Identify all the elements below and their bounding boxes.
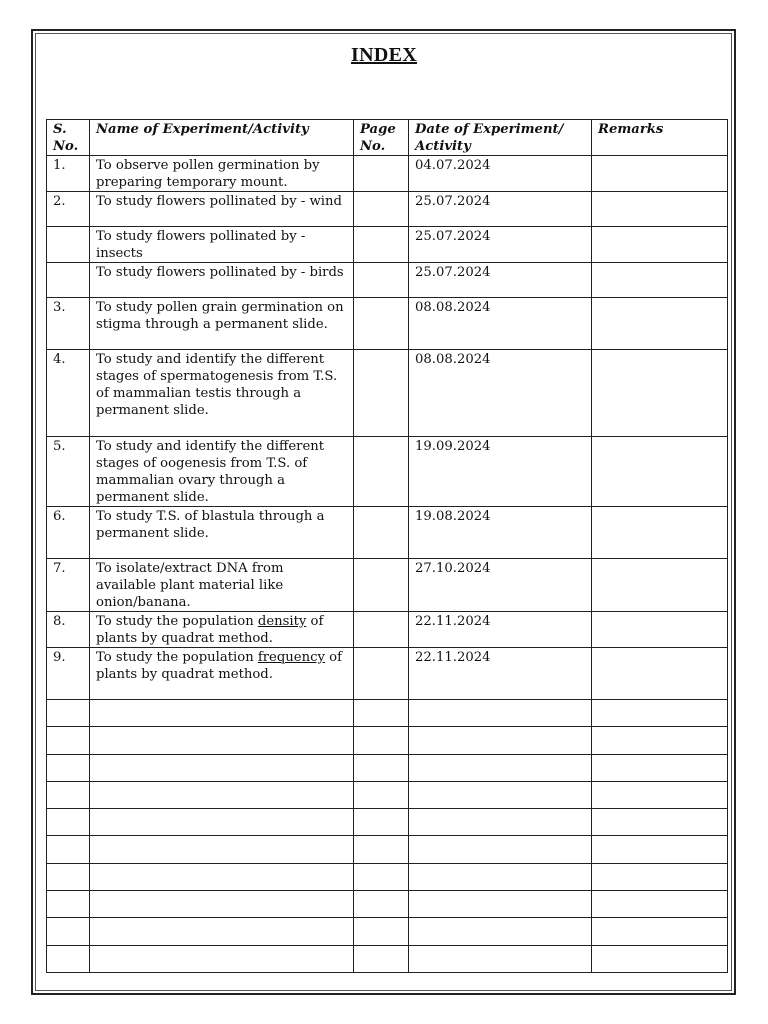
cell-name	[90, 648, 354, 700]
cell-page	[354, 192, 409, 227]
table-row	[47, 298, 728, 350]
empty-cell	[354, 727, 409, 754]
cell-name: To study flowers pollinated by - birds	[90, 263, 354, 298]
cell-sno: 9.	[47, 648, 90, 700]
empty-row	[47, 809, 728, 836]
cell-date: 25.07.2024	[409, 192, 592, 227]
empty-cell	[409, 754, 592, 781]
table-row	[47, 350, 728, 437]
cell-remarks	[592, 648, 728, 700]
header-page: Page No.	[354, 120, 409, 156]
empty-cell	[47, 863, 90, 890]
cell-page	[354, 156, 409, 192]
cell-page	[354, 612, 409, 648]
cell-name: To study pollen grain germination on stigma through a permanent slide.	[90, 298, 354, 350]
name-text: To study the population	[96, 614, 258, 629]
empty-row	[47, 700, 728, 727]
cell-date: 08.08.2024	[409, 350, 592, 437]
empty-row	[47, 918, 728, 945]
cell-remarks	[592, 612, 728, 648]
table-row	[47, 263, 728, 298]
empty-cell	[592, 836, 728, 863]
cell-name: To study and identify the different stages of spermatogenesis from T.S. of mammalian testis through a permanent slide.	[90, 350, 354, 437]
empty-row	[47, 754, 728, 781]
cell-date: 22.11.2024	[409, 648, 592, 700]
empty-cell	[592, 918, 728, 945]
cell-date: 22.11.2024	[409, 612, 592, 648]
empty-cell	[409, 700, 592, 727]
cell-sno: 2.	[47, 192, 90, 227]
cell-name: To study T.S. of blastula through a permanent slide.	[90, 507, 354, 559]
underlined-word: density	[257, 614, 307, 629]
empty-cell	[409, 918, 592, 945]
empty-cell	[592, 863, 728, 890]
empty-row	[47, 945, 728, 972]
cell-name	[90, 612, 354, 648]
empty-cell	[592, 754, 728, 781]
empty-cell	[90, 781, 354, 808]
empty-cell	[409, 891, 592, 918]
cell-sno: 8.	[47, 612, 90, 648]
cell-remarks	[592, 263, 728, 298]
empty-cell	[47, 754, 90, 781]
empty-cell	[409, 727, 592, 754]
empty-cell	[592, 727, 728, 754]
cell-name: To study and identify the different stages of oogenesis from T.S. of mammalian ovary through a permanent slide.	[90, 437, 354, 507]
name-text: of plants by quadrat method.	[96, 614, 324, 646]
cell-date: 25.07.2024	[409, 227, 592, 263]
cell-remarks	[592, 227, 728, 263]
cell-page	[354, 263, 409, 298]
empty-cell	[47, 727, 90, 754]
header-name: Name of Experiment/Activity	[90, 120, 354, 156]
table-row	[47, 437, 728, 507]
empty-cell	[409, 945, 592, 972]
empty-cell	[354, 781, 409, 808]
page-title: INDEX	[351, 44, 417, 66]
cell-sno: 4.	[47, 350, 90, 437]
empty-row	[47, 863, 728, 890]
empty-cell	[90, 754, 354, 781]
empty-cell	[354, 945, 409, 972]
cell-remarks	[592, 559, 728, 612]
empty-cell	[592, 891, 728, 918]
cell-remarks	[592, 298, 728, 350]
empty-row	[47, 781, 728, 808]
table-row	[47, 156, 728, 192]
cell-page	[354, 648, 409, 700]
table-row	[47, 192, 728, 227]
cell-date: 04.07.2024	[409, 156, 592, 192]
cell-sno	[47, 227, 90, 263]
cell-page	[354, 227, 409, 263]
empty-row	[47, 727, 728, 754]
empty-cell	[409, 836, 592, 863]
header-date: Date of Experiment/ Activity	[409, 120, 592, 156]
empty-cell	[47, 700, 90, 727]
empty-row	[47, 891, 728, 918]
cell-page	[354, 437, 409, 507]
empty-cell	[354, 809, 409, 836]
cell-remarks	[592, 192, 728, 227]
table-row	[47, 227, 728, 263]
index-table	[46, 119, 728, 973]
empty-cell	[90, 727, 354, 754]
cell-page	[354, 350, 409, 437]
empty-cell	[592, 700, 728, 727]
empty-cell	[47, 945, 90, 972]
empty-cell	[354, 836, 409, 863]
cell-date: 19.08.2024	[409, 507, 592, 559]
table-row	[47, 559, 728, 612]
cell-sno: 1.	[47, 156, 90, 192]
empty-cell	[90, 809, 354, 836]
cell-date: 25.07.2024	[409, 263, 592, 298]
cell-sno: 5.	[47, 437, 90, 507]
cell-page	[354, 298, 409, 350]
cell-sno: 7.	[47, 559, 90, 612]
cell-date: 27.10.2024	[409, 559, 592, 612]
name-text: of plants by quadrat method.	[96, 650, 342, 682]
cell-page	[354, 507, 409, 559]
table-row	[47, 507, 728, 559]
empty-cell	[47, 836, 90, 863]
cell-date: 19.09.2024	[409, 437, 592, 507]
cell-sno: 3.	[47, 298, 90, 350]
cell-remarks	[592, 350, 728, 437]
empty-cell	[354, 700, 409, 727]
cell-remarks	[592, 507, 728, 559]
empty-cell	[47, 781, 90, 808]
underlined-word: frequency	[257, 650, 325, 665]
cell-name: To study flowers pollinated by - wind	[90, 192, 354, 227]
empty-cell	[47, 809, 90, 836]
name-text: To study the population	[96, 650, 258, 665]
cell-name: To isolate/extract DNA from available plant material like onion/banana.	[90, 559, 354, 612]
table-row	[47, 648, 728, 700]
cell-remarks	[592, 156, 728, 192]
empty-cell	[90, 700, 354, 727]
empty-cell	[592, 781, 728, 808]
cell-sno: 6.	[47, 507, 90, 559]
empty-cell	[354, 891, 409, 918]
cell-date: 08.08.2024	[409, 298, 592, 350]
empty-cell	[592, 809, 728, 836]
empty-cell	[409, 781, 592, 808]
empty-cell	[90, 891, 354, 918]
empty-cell	[90, 918, 354, 945]
header-remarks: Remarks	[592, 120, 728, 156]
header-row	[47, 120, 728, 156]
empty-cell	[354, 918, 409, 945]
empty-cell	[409, 809, 592, 836]
empty-row	[47, 836, 728, 863]
cell-page	[354, 559, 409, 612]
cell-sno	[47, 263, 90, 298]
empty-cell	[47, 918, 90, 945]
empty-cell	[409, 863, 592, 890]
empty-cell	[90, 945, 354, 972]
empty-cell	[90, 863, 354, 890]
cell-remarks	[592, 437, 728, 507]
cell-name: To study flowers pollinated by - insects	[90, 227, 354, 263]
table-row	[47, 612, 728, 648]
empty-cell	[592, 945, 728, 972]
empty-cell	[90, 836, 354, 863]
empty-cell	[354, 754, 409, 781]
cell-name: To observe pollen germination by preparing temporary mount.	[90, 156, 354, 192]
header-sno: S. No.	[47, 120, 90, 156]
empty-cell	[354, 863, 409, 890]
empty-cell	[47, 891, 90, 918]
